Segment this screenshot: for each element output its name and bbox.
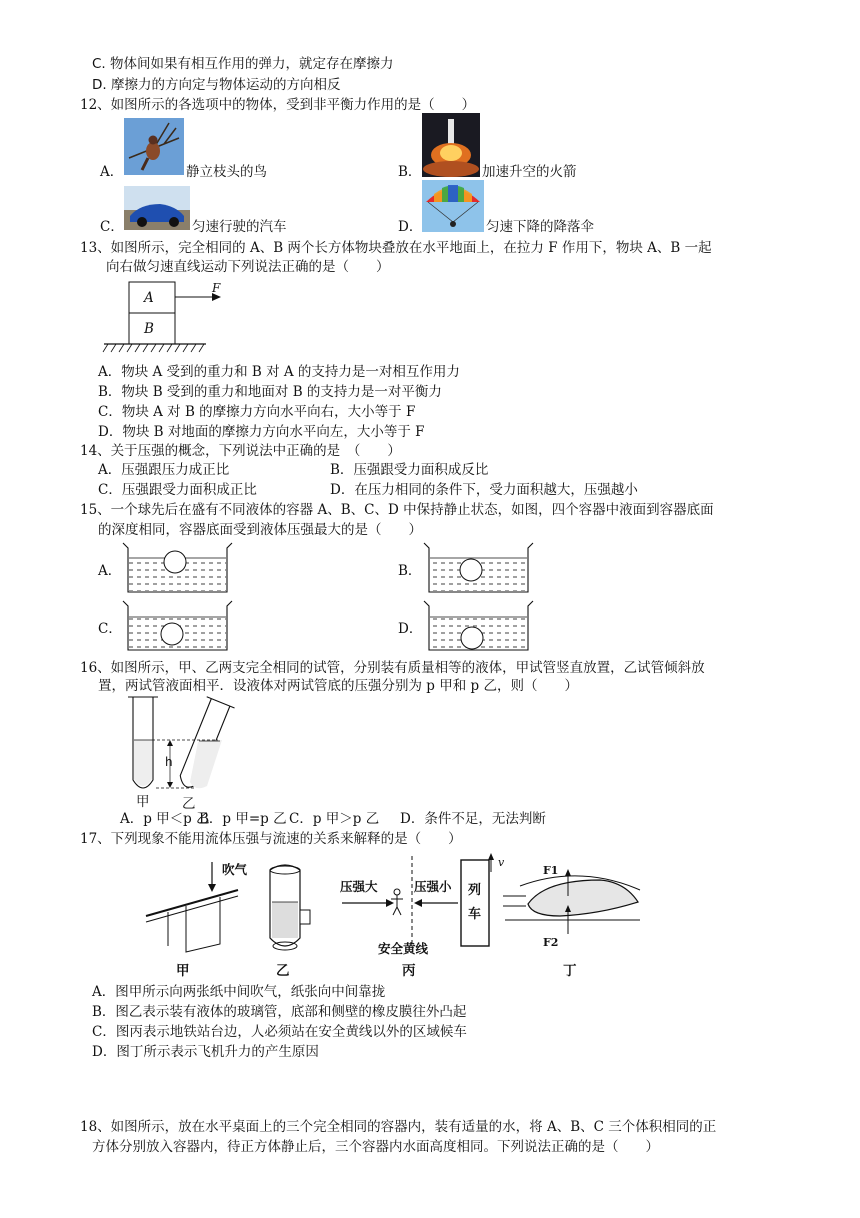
q12-option-c-text: 匀速行驶的汽车: [192, 219, 287, 235]
q13-stem-line2: 向右做匀速直线运动下列说法正确的是（ ）: [106, 259, 390, 275]
q17-blow-label: 吹气: [222, 862, 248, 877]
q17-option-d: D．图丁所示表示飞机升力的产生原因: [92, 1044, 319, 1060]
q17-safety-line-label: 安全黄线: [378, 941, 429, 956]
q16-option-c: C．p 甲＞p 乙: [289, 811, 380, 827]
q13-stem-line1: 13、如图所示，完全相同的 A、B 两个长方体物块叠放在水平地面上，在拉力 F 作用下，物块 A、B 一起: [80, 240, 712, 256]
q13-option-d: D．物块 B 对地面的摩擦力方向水平向左，大小等于 F: [98, 424, 425, 440]
q14-option-d: D．在压力相同的条件下，受力面积越大，压强越小: [330, 482, 638, 498]
q17-option-c: C．图丙表示地铁站台边，人必须站在安全黄线以外的区域候车: [92, 1024, 467, 1040]
q13-force-f-label: F: [212, 281, 221, 295]
q17-option-b: B．图乙表示装有液体的玻璃管，底部和侧壁的橡皮膜往外凸起: [92, 1004, 467, 1020]
q16-option-b: B．p 甲=p 乙: [199, 811, 287, 827]
q15-stem-line1: 15、一个球先后在盛有不同液体的容器 A、B、C、D 中保持静止状态，如图，四个容器中液面到容器底面: [80, 502, 714, 518]
q14-option-a: A．压强跟压力成正比: [98, 462, 230, 478]
q17-caption-jia: 甲: [176, 963, 190, 979]
q17-caption-ding: 丁: [563, 963, 577, 979]
q12-option-b-text: 加速升空的火箭: [482, 164, 577, 180]
q17-force-f2-label: F2: [543, 936, 559, 949]
q17-low-pressure-label: 压强小: [414, 879, 452, 894]
q16-option-d: D．条件不足，无法判断: [400, 811, 546, 827]
q17-stem: 17、下列现象不能用流体压强与流速的关系来解释的是（ ）: [80, 831, 462, 847]
q17-option-a: A．图甲所示向两张纸中间吹气，纸张向中间靠拢: [92, 984, 386, 1000]
q16-tube-jia-label: 甲: [136, 794, 150, 810]
q17-train-label-2: 车: [468, 907, 482, 922]
q12-option-b-letter: B．: [398, 164, 422, 180]
q12-stem: 12、如图所示的各选项中的物体，受到非平衡力作用的是（ ）: [80, 97, 476, 113]
q16-height-h-label: h: [165, 755, 173, 769]
q14-stem: 14、关于压强的概念，下列说法中正确的是 （ ）: [80, 443, 401, 459]
q16-tube-yi-label: 乙: [182, 796, 196, 812]
q16-stem-line2: 置，两试管液面相平．设液体对两试管底的压强分别为 p 甲和 p 乙，则（ ）: [98, 678, 578, 694]
q13-block-b-label: B: [144, 321, 154, 337]
q15-option-d-label: D．: [398, 621, 423, 637]
q15-option-a-label: A．: [98, 563, 122, 579]
q12-option-d-text: 匀速下降的降落伞: [486, 219, 594, 235]
q13-option-c: C．物块 A 对 B 的摩擦力方向水平向右，大小等于 F: [98, 404, 416, 420]
q13-option-b: B．物块 B 受到的重力和地面对 B 的支持力是一对平衡力: [98, 384, 442, 400]
q18-stem-line2: 方体分别放入容器内，待正方体静止后，三个容器内水面高度相同。下列说法正确的是（ ）: [92, 1139, 659, 1155]
q14-option-c: C．压强跟受力面积成正比: [98, 482, 257, 498]
q15-option-b-label: B．: [398, 563, 422, 579]
q11-option-d: D. 摩擦力的方向定与物体运动的方向相反: [92, 77, 341, 93]
q14-option-b: B．压强跟受力面积成反比: [330, 462, 489, 478]
q15-option-c-label: C．: [98, 621, 122, 637]
q12-option-a-letter: A．: [100, 164, 124, 180]
q12-option-d-letter: D．: [398, 219, 423, 235]
q11-option-c: C. 物体间如果有相互作用的弹力，就定存在摩擦力: [92, 56, 394, 72]
q17-force-f1-label: F1: [543, 864, 559, 877]
q13-block-a-label: A: [144, 290, 154, 306]
q16-option-a: A．p 甲＜p 乙: [120, 811, 210, 827]
q13-option-a: A．物块 A 受到的重力和 B 对 A 的支持力是一对相互作用力: [98, 364, 460, 380]
q16-stem-line1: 16、如图所示，甲、乙两支完全相同的试管，分别装有质量相等的液体，甲试管竖直放置，乙试管倾斜放: [80, 660, 705, 676]
q12-option-a-text: 静立枝头的鸟: [186, 164, 267, 180]
q12-option-c-letter: C．: [100, 219, 124, 235]
q17-velocity-label: v: [498, 856, 505, 869]
q17-caption-yi: 乙: [276, 963, 290, 979]
q15-stem-line2: 的深度相同，容器底面受到液体压强最大的是（ ）: [98, 522, 422, 538]
q17-high-pressure-label: 压强大: [340, 879, 378, 894]
q17-caption-bing: 丙: [402, 963, 416, 979]
q18-stem-line1: 18、如图所示，放在水平桌面上的三个完全相同的容器内，装有适量的水，将 A、B、C 三个体积相同的正: [80, 1119, 717, 1135]
q17-train-label-1: 列: [468, 883, 482, 898]
